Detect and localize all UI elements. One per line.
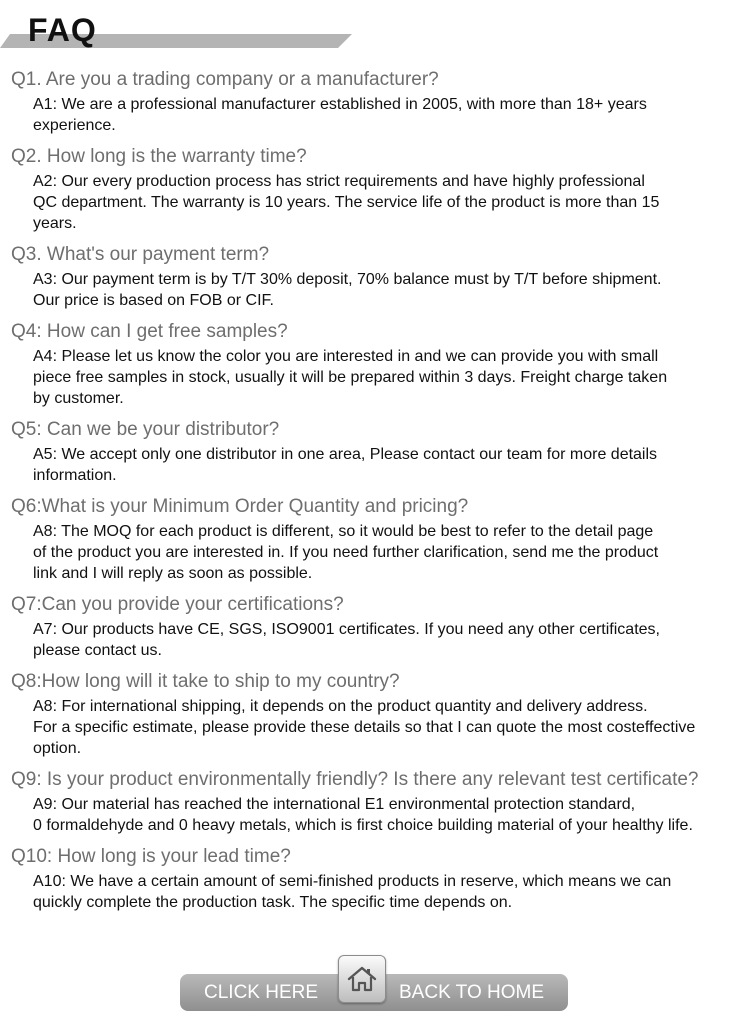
- faq-question: Q10: How long is your lead time?: [11, 846, 291, 867]
- faq-item: [0, 241, 750, 311]
- home-button[interactable]: [338, 955, 386, 1003]
- home-icon: [346, 964, 378, 994]
- faq-item: [0, 143, 750, 234]
- faq-answer: A1: We are a professional manufacturer established in 2005, with more than 18+ years experience.: [33, 96, 647, 134]
- faq-item: [0, 766, 750, 836]
- faq-question: Q3. What's our payment term?: [11, 244, 270, 265]
- faq-list: [0, 66, 750, 920]
- back-to-home-link[interactable]: BACK TO HOME: [399, 982, 544, 1003]
- faq-answer: A5: We accept only one distributor in one area, Please contact our team for more details information.: [33, 446, 658, 484]
- faq-question: Q1. Are you a trading company or a manufacturer?: [11, 69, 439, 90]
- faq-answer: A8: The MOQ for each product is different, so it would be best to refer to the detail page of the product you are interested in. If you need further clarification, send me the product link and I will reply as soon as possible.: [33, 523, 659, 582]
- faq-item: [0, 668, 750, 759]
- page-title: FAQ: [28, 12, 97, 48]
- click-here-link[interactable]: CLICK HERE: [204, 982, 319, 1003]
- faq-item: [0, 493, 750, 584]
- faq-question: Q6:What is your Minimum Order Quantity and pricing?: [11, 496, 469, 517]
- faq-item: [0, 591, 750, 661]
- faq-question: Q4: How can I get free samples?: [11, 321, 288, 342]
- faq-answer: A3: Our payment term is by T/T 30% deposit, 70% balance must by T/T before shipment. Our price is based on FOB or CIF.: [33, 271, 662, 309]
- faq-answer: A8: For international shipping, it depends on the product quantity and delivery address. For a specific estimate, please provide these details so that I can quote the most costeffective option.: [33, 698, 696, 757]
- faq-answer: A9: Our material has reached the international E1 environmental protection standard, 0 formaldehyde and 0 heavy metals, which is first choice building material of your healthy life.: [33, 796, 693, 834]
- faq-item: [0, 318, 750, 409]
- faq-question: Q9: Is your product environmentally friendly? Is there any relevant test certificate?: [11, 769, 699, 790]
- faq-item: [0, 66, 750, 136]
- faq-item: [0, 843, 750, 913]
- faq-question: Q7:Can you provide your certifications?: [11, 594, 344, 615]
- faq-item: [0, 416, 750, 486]
- faq-question: Q2. How long is the warranty time?: [11, 146, 307, 167]
- faq-question: Q5: Can we be your distributor?: [11, 419, 280, 440]
- faq-answer: A2: Our every production process has strict requirements and have highly professional QC department. The warranty is 10 years. The service life of the product is more than 15 years.: [33, 173, 660, 232]
- page-header: [0, 0, 750, 60]
- faq-question: Q8:How long will it take to ship to my country?: [11, 671, 400, 692]
- faq-answer: A4: Please let us know the color you are interested in and we can provide you with small piece free samples in stock, usually it will be prepared within 3 days. Freight charge taken by customer.: [33, 348, 668, 407]
- faq-answer: A10: We have a certain amount of semi-finished products in reserve, which means we can quickly complete the production task. The specific time depends on.: [33, 873, 672, 911]
- faq-answer: A7: Our products have CE, SGS, ISO9001 certificates. If you need any other certificates, please contact us.: [33, 621, 660, 659]
